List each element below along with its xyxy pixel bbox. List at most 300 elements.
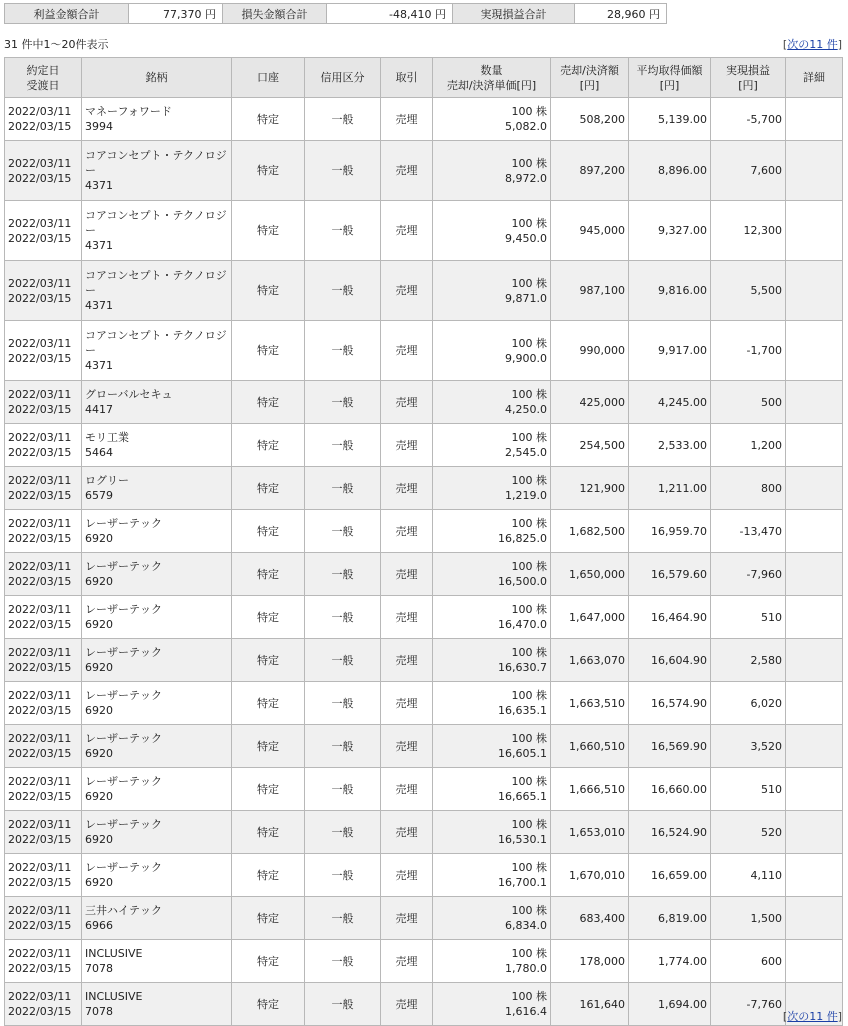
stock-cell [82, 854, 232, 897]
stock-code: 6920 [85, 704, 113, 717]
table-row [5, 811, 843, 854]
trade-type-cell: 売埋 [381, 725, 433, 768]
stock-name: ログリー [85, 474, 129, 487]
stock-name: レーザーテック [85, 818, 162, 831]
trade-date: 2022/03/11 [8, 276, 72, 290]
header-trade-date: 約定日 [26, 63, 60, 77]
proceeds-cell: 121,900 [551, 467, 629, 510]
table-row [5, 510, 843, 553]
quantity: 100 株 [511, 156, 547, 170]
settle-date: 2022/03/15 [8, 790, 72, 803]
avg-cost-cell: 5,139.00 [629, 98, 711, 141]
header-pnl-unit: [円] [738, 78, 758, 92]
account-cell: 特定 [232, 261, 305, 321]
stock-cell [82, 596, 232, 639]
stock-name: レーザーテック [85, 775, 162, 788]
stock-code: 6920 [85, 747, 113, 760]
stock-code: 6920 [85, 790, 113, 803]
qty-cell [433, 261, 551, 321]
header-name: 銘柄 [82, 58, 232, 98]
margin-cell: 一般 [305, 596, 381, 639]
detail-cell [786, 725, 843, 768]
detail-cell [786, 321, 843, 381]
table-row [5, 98, 843, 141]
proceeds-cell: 1,653,010 [551, 811, 629, 854]
stock-cell [82, 725, 232, 768]
date-cell [5, 467, 82, 510]
settle-date: 2022/03/15 [8, 171, 72, 185]
pnl-cell: 1,500 [711, 897, 786, 940]
avg-cost-cell: 1,211.00 [629, 467, 711, 510]
trade-date: 2022/03/11 [8, 156, 72, 170]
qty-cell [433, 553, 551, 596]
stock-code: 4371 [85, 179, 113, 192]
margin-cell: 一般 [305, 321, 381, 381]
settle-date: 2022/03/15 [8, 618, 72, 631]
header-dates [5, 58, 82, 98]
pnl-cell: 4,110 [711, 854, 786, 897]
proceeds-cell: 425,000 [551, 381, 629, 424]
settle-date: 2022/03/15 [8, 704, 72, 717]
detail-cell [786, 201, 843, 261]
proceeds-cell: 178,000 [551, 940, 629, 983]
stock-code: 7078 [85, 1005, 113, 1018]
stock-name: INCLUSIVE [85, 947, 143, 960]
qty-cell [433, 510, 551, 553]
quantity: 100 株 [511, 216, 547, 230]
account-cell: 特定 [232, 201, 305, 261]
proceeds-cell: 1,663,510 [551, 682, 629, 725]
pnl-cell: 510 [711, 596, 786, 639]
unit-price: 16,665.1 [498, 790, 547, 803]
quantity: 100 株 [511, 517, 547, 530]
stock-name: レーザーテック [85, 861, 162, 874]
nav-bracket-close: ] [837, 38, 842, 51]
footer-bracket-close: ] [837, 1010, 842, 1023]
stock-cell [82, 98, 232, 141]
date-cell [5, 983, 82, 1026]
account-cell: 特定 [232, 940, 305, 983]
trade-date: 2022/03/11 [8, 105, 72, 118]
table-row [5, 596, 843, 639]
stock-code: 6966 [85, 919, 113, 932]
proceeds-cell: 1,647,000 [551, 596, 629, 639]
table-row [5, 467, 843, 510]
avg-cost-cell: 9,327.00 [629, 201, 711, 261]
quantity: 100 株 [511, 732, 547, 745]
date-cell [5, 639, 82, 682]
stock-name: レーザーテック [85, 560, 162, 573]
account-cell: 特定 [232, 768, 305, 811]
stock-name: レーザーテック [85, 646, 162, 659]
quantity: 100 株 [511, 818, 547, 831]
proceeds-cell: 945,000 [551, 201, 629, 261]
stock-code: 5464 [85, 446, 113, 459]
header-proceeds [551, 58, 629, 98]
header-pnl [711, 58, 786, 98]
date-cell [5, 854, 82, 897]
margin-cell: 一般 [305, 682, 381, 725]
header-proceeds-unit: [円] [579, 78, 600, 92]
unit-price: 16,605.1 [498, 747, 547, 760]
stock-code: 6579 [85, 489, 113, 502]
pnl-cell: 600 [711, 940, 786, 983]
trade-type-cell: 売埋 [381, 854, 433, 897]
stock-name: INCLUSIVE [85, 990, 143, 1003]
account-cell: 特定 [232, 467, 305, 510]
stock-cell [82, 553, 232, 596]
detail-cell [786, 553, 843, 596]
quantity: 100 株 [511, 646, 547, 659]
margin-cell: 一般 [305, 639, 381, 682]
proceeds-cell: 1,660,510 [551, 725, 629, 768]
trade-type-cell: 売埋 [381, 141, 433, 201]
loss-total-label: 損失金額合計 [223, 4, 327, 24]
qty-cell [433, 596, 551, 639]
quantity: 100 株 [511, 904, 547, 917]
date-cell [5, 424, 82, 467]
pnl-cell: 3,520 [711, 725, 786, 768]
quantity: 100 株 [511, 775, 547, 788]
stock-code: 4371 [85, 299, 113, 312]
trade-type-cell: 売埋 [381, 424, 433, 467]
unit-price: 5,082.0 [505, 120, 547, 133]
table-row [5, 682, 843, 725]
pnl-cell: 6,020 [711, 682, 786, 725]
date-cell [5, 98, 82, 141]
unit-price: 16,530.1 [498, 833, 547, 846]
table-row [5, 553, 843, 596]
avg-cost-cell: 16,604.90 [629, 639, 711, 682]
quantity: 100 株 [511, 990, 547, 1003]
unit-price: 16,630.7 [498, 661, 547, 674]
table-row [5, 940, 843, 983]
header-avg-cost-label: 平均取得価額 [636, 63, 703, 77]
trade-type-cell: 売埋 [381, 940, 433, 983]
trade-date: 2022/03/11 [8, 646, 72, 659]
account-cell: 特定 [232, 682, 305, 725]
summary-table [4, 3, 667, 24]
stock-name: コアコンセプト・テクノロジー [85, 209, 227, 237]
trade-date: 2022/03/11 [8, 775, 72, 788]
trade-date: 2022/03/11 [8, 990, 72, 1003]
trade-date: 2022/03/11 [8, 818, 72, 831]
table-row [5, 639, 843, 682]
stock-cell [82, 261, 232, 321]
table-row [5, 983, 843, 1026]
trade-date: 2022/03/11 [8, 560, 72, 573]
trade-type-cell: 売埋 [381, 768, 433, 811]
detail-cell [786, 811, 843, 854]
nav-bracket-open: [ [782, 38, 788, 51]
stock-name: レーザーテック [85, 517, 162, 530]
stock-cell [82, 510, 232, 553]
unit-price: 1,219.0 [505, 489, 547, 502]
settle-date: 2022/03/15 [8, 231, 72, 245]
stock-cell [82, 940, 232, 983]
detail-cell [786, 381, 843, 424]
stock-name: レーザーテック [85, 732, 162, 745]
stock-cell [82, 639, 232, 682]
pnl-cell: -1,700 [711, 321, 786, 381]
header-avg-cost-unit: [円] [659, 78, 680, 92]
margin-cell: 一般 [305, 424, 381, 467]
trade-date: 2022/03/11 [8, 216, 72, 230]
stock-cell [82, 141, 232, 201]
header-qty-label: 数量 [480, 63, 503, 77]
proceeds-cell: 254,500 [551, 424, 629, 467]
settle-date: 2022/03/15 [8, 747, 72, 760]
margin-cell: 一般 [305, 467, 381, 510]
stock-cell [82, 424, 232, 467]
qty-cell [433, 201, 551, 261]
pnl-cell: 5,500 [711, 261, 786, 321]
table-header-row [5, 58, 843, 98]
quantity: 100 株 [511, 336, 547, 350]
trade-date: 2022/03/11 [8, 517, 72, 530]
account-cell: 特定 [232, 141, 305, 201]
account-cell: 特定 [232, 321, 305, 381]
stock-name: マネーフォワード [85, 105, 172, 118]
trade-date: 2022/03/11 [8, 861, 72, 874]
margin-cell: 一般 [305, 98, 381, 141]
account-cell: 特定 [232, 639, 305, 682]
stock-code: 6920 [85, 833, 113, 846]
margin-cell: 一般 [305, 854, 381, 897]
detail-cell [786, 510, 843, 553]
detail-cell [786, 682, 843, 725]
stock-cell [82, 467, 232, 510]
trade-type-cell: 売埋 [381, 467, 433, 510]
table-row [5, 321, 843, 381]
pnl-cell: -13,470 [711, 510, 786, 553]
detail-cell [786, 141, 843, 201]
margin-cell: 一般 [305, 897, 381, 940]
qty-cell [433, 854, 551, 897]
unit-price: 9,900.0 [505, 351, 547, 365]
avg-cost-cell: 16,524.90 [629, 811, 711, 854]
avg-cost-cell: 16,574.90 [629, 682, 711, 725]
next-page-link[interactable]: 次の11 件 [787, 38, 838, 51]
date-cell [5, 596, 82, 639]
margin-cell: 一般 [305, 510, 381, 553]
unit-price: 16,500.0 [498, 575, 547, 588]
profit-total-label: 利益金額合計 [5, 4, 129, 24]
header-settle-date: 受渡日 [26, 78, 60, 92]
account-cell: 特定 [232, 725, 305, 768]
settle-date: 2022/03/15 [8, 351, 72, 365]
date-cell [5, 510, 82, 553]
account-cell: 特定 [232, 854, 305, 897]
account-cell: 特定 [232, 381, 305, 424]
trade-type-cell: 売埋 [381, 201, 433, 261]
quantity: 100 株 [511, 276, 547, 290]
header-unit-price: 売却/決済単価[円] [446, 78, 537, 92]
quantity: 100 株 [511, 388, 547, 401]
date-cell [5, 261, 82, 321]
trade-type-cell: 売埋 [381, 596, 433, 639]
avg-cost-cell: 16,959.70 [629, 510, 711, 553]
detail-cell [786, 854, 843, 897]
detail-cell [786, 639, 843, 682]
stock-name: コアコンセプト・テクノロジー [85, 269, 227, 297]
date-cell [5, 381, 82, 424]
margin-cell: 一般 [305, 983, 381, 1026]
detail-cell [786, 596, 843, 639]
pnl-cell: -7,960 [711, 553, 786, 596]
stock-cell [82, 768, 232, 811]
settle-date: 2022/03/15 [8, 833, 72, 846]
qty-cell [433, 983, 551, 1026]
settle-date: 2022/03/15 [8, 962, 72, 975]
avg-cost-cell: 16,569.90 [629, 725, 711, 768]
account-cell: 特定 [232, 553, 305, 596]
avg-cost-cell: 9,816.00 [629, 261, 711, 321]
quantity: 100 株 [511, 947, 547, 960]
margin-cell: 一般 [305, 725, 381, 768]
avg-cost-cell: 1,774.00 [629, 940, 711, 983]
pnl-cell: 7,600 [711, 141, 786, 201]
quantity: 100 株 [511, 689, 547, 702]
avg-cost-cell: 16,579.60 [629, 553, 711, 596]
trade-type-cell: 売埋 [381, 321, 433, 381]
profit-total-value: 77,370 円 [129, 4, 223, 24]
date-cell [5, 321, 82, 381]
pnl-cell: -5,700 [711, 98, 786, 141]
proceeds-cell: 1,666,510 [551, 768, 629, 811]
quantity: 100 株 [511, 560, 547, 573]
quantity: 100 株 [511, 603, 547, 616]
footer-next-page-link[interactable]: 次の11 件 [787, 1010, 838, 1023]
header-margin: 信用区分 [305, 58, 381, 98]
proceeds-cell: 990,000 [551, 321, 629, 381]
pnl-cell: 510 [711, 768, 786, 811]
pagination-bar [4, 38, 842, 52]
quantity: 100 株 [511, 431, 547, 444]
proceeds-cell: 508,200 [551, 98, 629, 141]
settle-date: 2022/03/15 [8, 446, 72, 459]
pnl-cell: 1,200 [711, 424, 786, 467]
qty-cell [433, 321, 551, 381]
pnl-cell: 500 [711, 381, 786, 424]
qty-cell [433, 940, 551, 983]
trade-type-cell: 売埋 [381, 553, 433, 596]
trade-type-cell: 売埋 [381, 682, 433, 725]
stock-cell [82, 897, 232, 940]
trade-date: 2022/03/11 [8, 431, 72, 444]
settle-date: 2022/03/15 [8, 575, 72, 588]
date-cell [5, 768, 82, 811]
table-row [5, 261, 843, 321]
result-count: 31 件中1～20件表示 [4, 38, 109, 51]
pagination-footer [783, 1008, 842, 1024]
margin-cell: 一般 [305, 940, 381, 983]
stock-cell [82, 811, 232, 854]
avg-cost-cell: 16,659.00 [629, 854, 711, 897]
trade-date: 2022/03/11 [8, 336, 72, 350]
header-pnl-label: 実現損益 [726, 63, 770, 77]
avg-cost-cell: 1,694.00 [629, 983, 711, 1026]
date-cell [5, 811, 82, 854]
stock-code: 6920 [85, 532, 113, 545]
unit-price: 2,545.0 [505, 446, 547, 459]
date-cell [5, 897, 82, 940]
proceeds-cell: 683,400 [551, 897, 629, 940]
avg-cost-cell: 16,660.00 [629, 768, 711, 811]
quantity: 100 株 [511, 105, 547, 118]
settle-date: 2022/03/15 [8, 291, 72, 305]
unit-price: 9,871.0 [505, 291, 547, 305]
settle-date: 2022/03/15 [8, 120, 72, 133]
trade-history-table [4, 57, 843, 1026]
account-cell: 特定 [232, 424, 305, 467]
loss-total-value: -48,410 円 [327, 4, 453, 24]
avg-cost-cell: 2,533.00 [629, 424, 711, 467]
stock-name: コアコンセプト・テクノロジー [85, 329, 227, 357]
margin-cell: 一般 [305, 381, 381, 424]
margin-cell: 一般 [305, 768, 381, 811]
unit-price: 16,635.1 [498, 704, 547, 717]
detail-cell [786, 940, 843, 983]
proceeds-cell: 1,670,010 [551, 854, 629, 897]
qty-cell [433, 381, 551, 424]
account-cell: 特定 [232, 897, 305, 940]
detail-cell [786, 897, 843, 940]
date-cell [5, 201, 82, 261]
stock-name: レーザーテック [85, 603, 162, 616]
pnl-cell: 800 [711, 467, 786, 510]
account-cell: 特定 [232, 811, 305, 854]
stock-cell [82, 682, 232, 725]
stock-name: レーザーテック [85, 689, 162, 702]
stock-name: グローバルセキュ [85, 388, 173, 401]
stock-code: 6920 [85, 618, 113, 631]
footer-bracket-open: [ [782, 1010, 788, 1023]
unit-price: 9,450.0 [505, 231, 547, 245]
margin-cell: 一般 [305, 811, 381, 854]
pagination-nav [783, 38, 842, 52]
stock-name: 三井ハイテック [85, 904, 162, 917]
qty-cell [433, 768, 551, 811]
detail-cell [786, 768, 843, 811]
margin-cell: 一般 [305, 201, 381, 261]
header-detail: 詳細 [786, 58, 843, 98]
avg-cost-cell: 6,819.00 [629, 897, 711, 940]
stock-name: モリ工業 [85, 431, 129, 444]
proceeds-cell: 1,650,000 [551, 553, 629, 596]
trade-date: 2022/03/11 [8, 689, 72, 702]
qty-cell [433, 141, 551, 201]
table-row [5, 854, 843, 897]
table-row [5, 897, 843, 940]
account-cell: 特定 [232, 983, 305, 1026]
realized-total-label: 実現損益合計 [453, 4, 575, 24]
table-row [5, 424, 843, 467]
margin-cell: 一般 [305, 261, 381, 321]
stock-code: 7078 [85, 962, 113, 975]
table-row [5, 381, 843, 424]
proceeds-cell: 1,682,500 [551, 510, 629, 553]
unit-price: 1,616.4 [505, 1005, 547, 1018]
unit-price: 16,825.0 [498, 532, 547, 545]
qty-cell [433, 682, 551, 725]
quantity: 100 株 [511, 861, 547, 874]
unit-price: 6,834.0 [505, 919, 547, 932]
date-cell [5, 682, 82, 725]
header-avg-cost [629, 58, 711, 98]
stock-code: 3994 [85, 120, 113, 133]
header-trade: 取引 [381, 58, 433, 98]
